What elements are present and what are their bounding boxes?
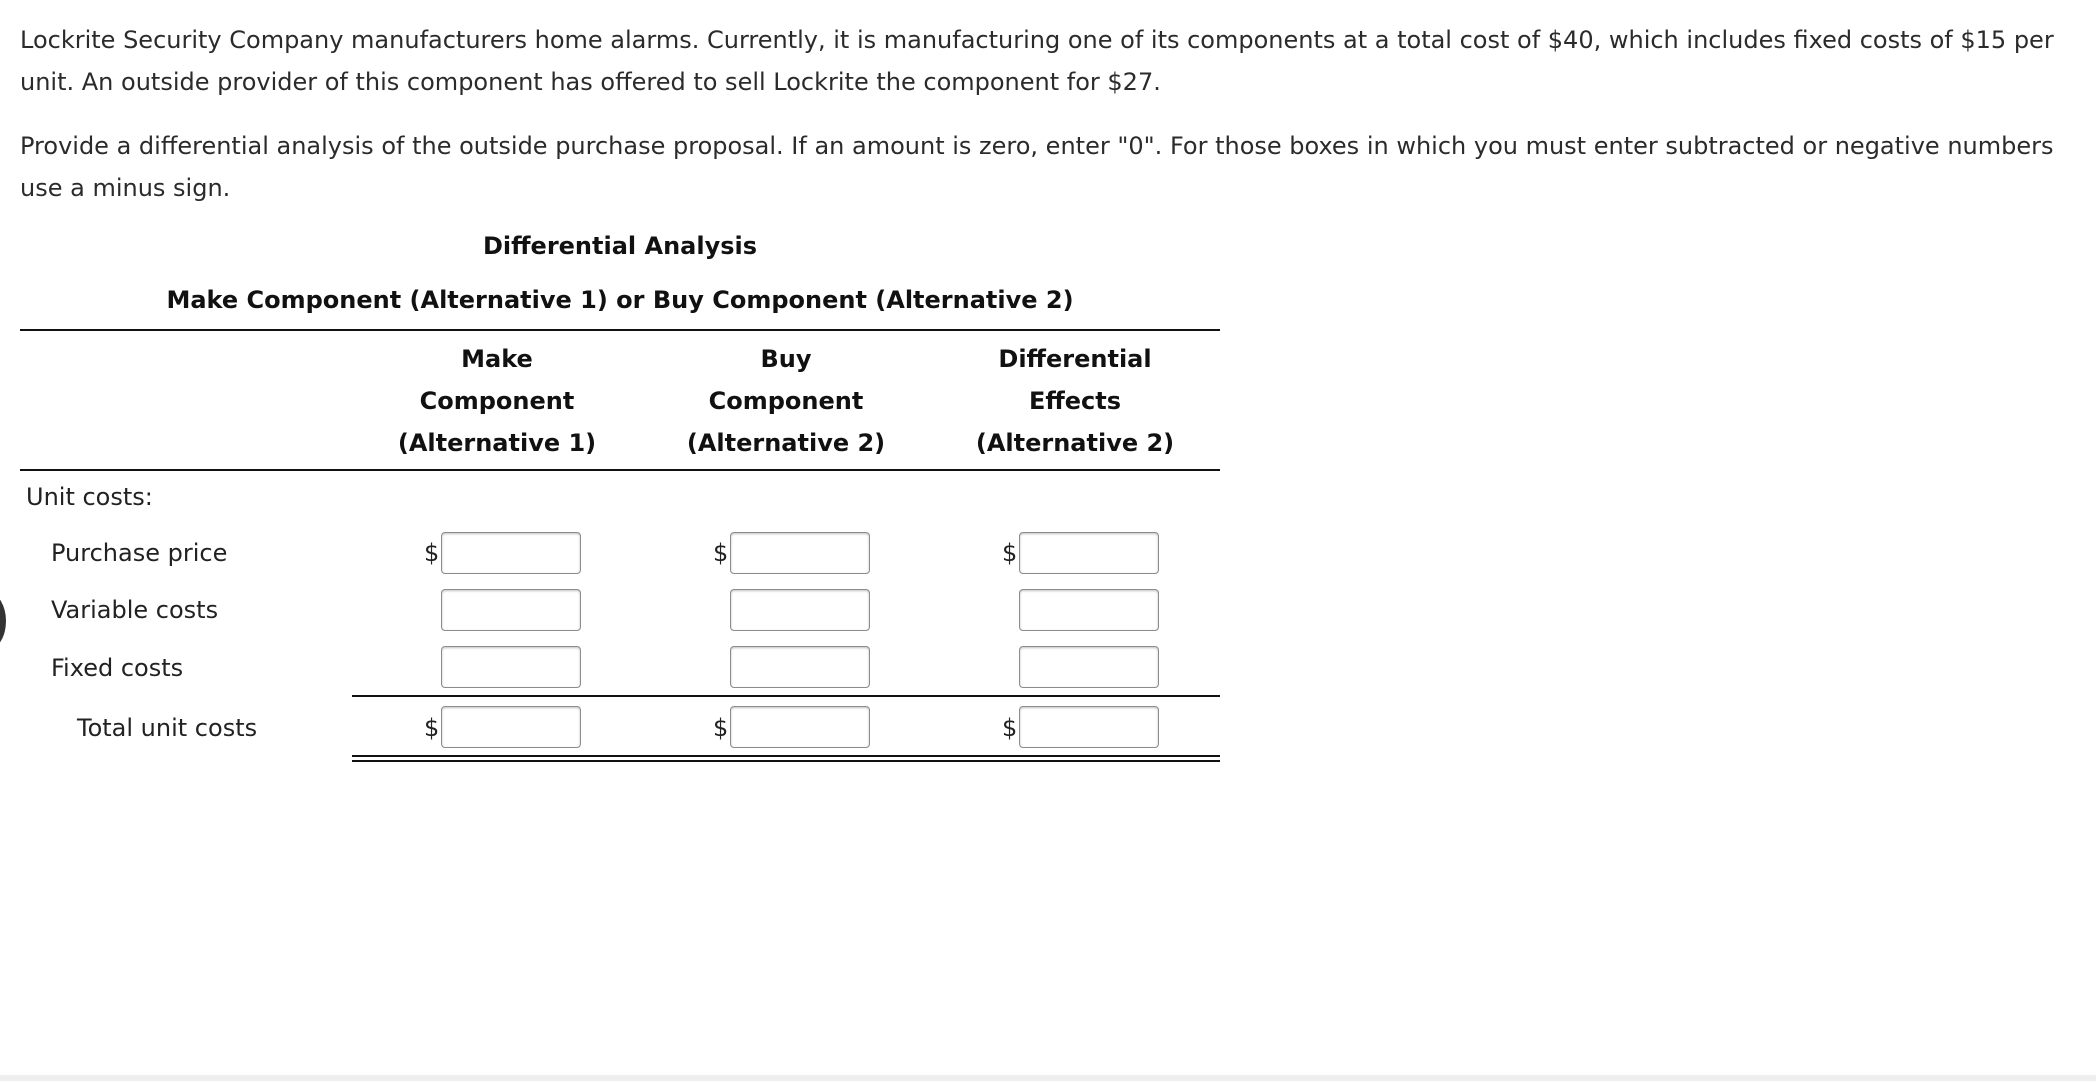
column-header-buy-line2: Component (708, 387, 864, 415)
column-header-diff-line1: Differential (998, 345, 1152, 373)
row-label-fixed-costs: Fixed costs (51, 654, 184, 682)
column-header-buy (656, 338, 916, 464)
problem-statement: Lockrite Security Company manufacturers home alarms. Currently, it is manufacturing one of its components at a total cost of $40, which includes fixed costs of $15 per unit. An outside provider of this component has offered to sell Lockrite the component for $27. (20, 26, 2054, 96)
purchase-price-buy-input[interactable] (730, 532, 870, 574)
column-header-buy-line1: Buy (760, 345, 812, 373)
side-tab-handle[interactable] (0, 593, 6, 649)
fixed-costs-buy-input[interactable] (730, 646, 870, 688)
row-label-variable-costs: Variable costs (51, 596, 219, 624)
section-label-unit-costs: Unit costs: (26, 483, 153, 511)
total-unit-costs-buy-input[interactable] (730, 706, 870, 748)
instructions: Provide a differential analysis of the outside purchase proposal. If an amount is zero, enter "0". For those boxes in which you must enter subtracted or negative numbers use a minus sign. (20, 132, 2054, 202)
total-unit-costs-make-input[interactable] (441, 706, 581, 748)
column-header-make-line2: Component (419, 387, 575, 415)
column-header-diff-line2: Effects (1028, 387, 1122, 415)
dollar-sign: $ (424, 539, 440, 567)
row-label-total-unit-costs: Total unit costs (77, 714, 258, 742)
header-bottom-rule (20, 469, 1220, 471)
table-top-rule (20, 329, 1220, 331)
fixed-costs-make-input[interactable] (441, 646, 581, 688)
dollar-sign: $ (424, 714, 440, 742)
total-double-rule-lower (352, 760, 1220, 762)
column-header-buy-line3: (Alternative 2) (686, 429, 886, 457)
fixed-costs-differential-input[interactable] (1019, 646, 1159, 688)
total-top-rule (352, 695, 1220, 697)
column-header-make-line1: Make (461, 345, 533, 373)
analysis-subtitle: Make Component (Alternative 1) or Buy Component (Alternative 2) (166, 286, 1074, 314)
dollar-sign: $ (713, 714, 729, 742)
column-header-make-line3: (Alternative 1) (397, 429, 597, 457)
variable-costs-differential-input[interactable] (1019, 589, 1159, 631)
row-label-purchase-price: Purchase price (51, 539, 228, 567)
variable-costs-buy-input[interactable] (730, 589, 870, 631)
column-header-make (367, 338, 627, 464)
purchase-price-make-input[interactable] (441, 532, 581, 574)
dollar-sign: $ (1002, 539, 1018, 567)
dollar-sign: $ (1002, 714, 1018, 742)
total-unit-costs-differential-input[interactable] (1019, 706, 1159, 748)
dollar-sign: $ (713, 539, 729, 567)
variable-costs-make-input[interactable] (441, 589, 581, 631)
page-bottom-edge (0, 1075, 2096, 1081)
total-double-rule-upper (352, 755, 1220, 757)
purchase-price-differential-input[interactable] (1019, 532, 1159, 574)
analysis-title: Differential Analysis (482, 232, 758, 260)
column-header-differential (945, 338, 1205, 464)
column-header-diff-line3: (Alternative 2) (975, 429, 1175, 457)
